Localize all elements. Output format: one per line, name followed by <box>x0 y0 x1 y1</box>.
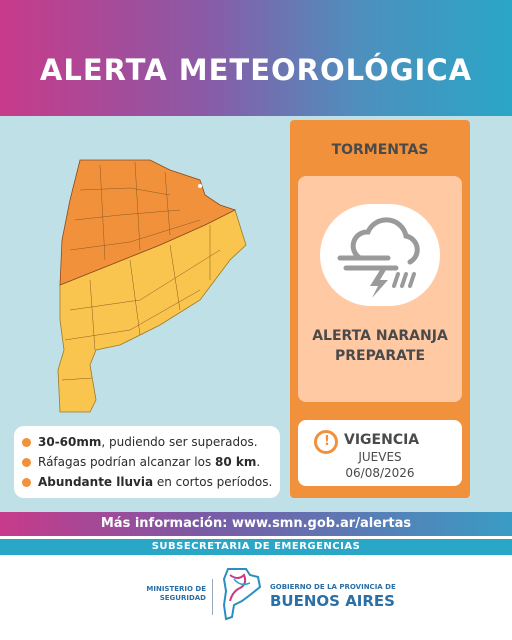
header-banner <box>0 0 512 116</box>
gov-name: BUENOS AIRES <box>270 592 395 610</box>
more-info-link[interactable]: Más información: www.smn.gob.ar/alertas <box>0 512 512 536</box>
vigencia-label: VIGENCIA <box>344 432 420 448</box>
province-logo-icon <box>220 565 264 621</box>
bullet-wind-gusts: Ráfagas podrían alcanzar los 80 km. <box>22 452 272 472</box>
caba-marker <box>198 184 202 188</box>
alert-details <box>14 426 280 498</box>
bullet-dot-icon <box>22 458 31 467</box>
alert-level-text: ALERTA NARANJA PREPARATE <box>312 328 448 364</box>
alert-card <box>290 120 470 498</box>
bullet-dot-icon <box>22 438 31 447</box>
footer <box>0 555 512 640</box>
exclamation-icon: ! <box>314 430 338 454</box>
ministry-label: MINISTERIO DE SEGURIDAD <box>146 585 206 602</box>
footer-divider <box>212 579 213 615</box>
vigencia-box <box>298 420 462 486</box>
vigencia-date: 06/08/2026 <box>345 466 415 480</box>
alert-level-panel <box>298 176 462 402</box>
subsecretaria-bar: SUBSECRETARIA DE EMERGENCIAS <box>0 539 512 555</box>
bullet-dot-icon <box>22 478 31 487</box>
icon-circle <box>320 204 440 306</box>
bullet-heavy-rain: Abundante lluvia en cortos períodos. <box>22 472 272 492</box>
alert-type: TORMENTAS <box>331 142 429 158</box>
bullet-rain-amount: 30-60mm, pudiendo ser superados. <box>22 432 272 452</box>
page-title: ALERTA METEOROLÓGICA <box>39 53 473 87</box>
vigencia-day: JUEVES <box>358 450 402 464</box>
storm-cloud-icon <box>330 212 430 298</box>
gov-line: GOBIERNO DE LA PROVINCIA DE <box>270 583 396 591</box>
province-map <box>50 150 250 415</box>
